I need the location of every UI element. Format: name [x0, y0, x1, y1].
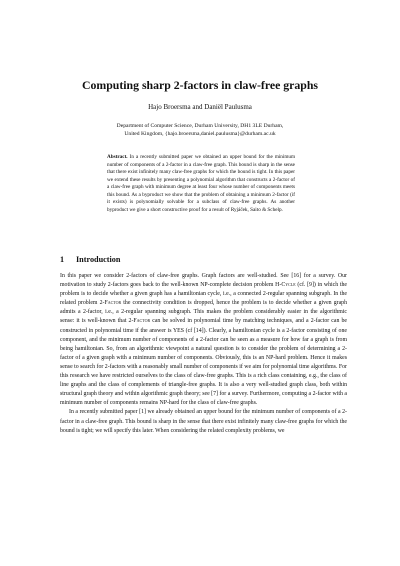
para1-part-c: the connectivity condition is dropped, hence the problem is to decide whether a given graph admits a 2-factor, i.e., a 2-regular spanning subgraph. This makes the problem considerably easier in the algorithmic sense: it is well-known that	[60, 300, 348, 325]
paragraph-2: In a recently submitted paper [1] we already obtained an upper bound for the minimum number of components of a 2-factor in a claw-free graph. This bound is sharp in the sense that there exist infinitely many claw-free graphs for which the bound is tight; we will specify this later. When considering the related complexity problems, we	[60, 409, 347, 434]
para1-part-a: In this paper we consider 2-factors of claw-free graphs. Graph factors are well-studied. See [16] for a survey. Our motivation to study 2-factors goes back to the well-known NP-complete decision problem	[60, 273, 347, 289]
section-number: 1	[60, 255, 65, 264]
section-heading	[60, 255, 120, 264]
problem-name-2factor: 2-Factor	[128, 318, 151, 325]
paper-authors: Hajo Broersma and Daniël Paulusma	[148, 103, 252, 111]
para1-part-b: (cf. [9]) in which the problem is to decide whether a given graph has a hamiltonian cycle, i.e., a connected 2-regular spanning subgraph. In the related problem	[60, 282, 348, 307]
problem-name-hamcycle: H-Cycle	[275, 282, 296, 289]
paper-title: Computing sharp 2-factors in claw-free graphs	[81, 78, 319, 92]
affiliation-line-1: Department of Computer Science, Durham University, DH1 3LE Durham,	[116, 123, 284, 129]
para1-part-d: can be solved in polynomial time by matching techniques, and a 2-factor can be constructed in polynomial time if the answer is YES (cf [14]). Clearly, a hamiltonian cycle is a 2-factor consisting of one component, and the minimum number of components of a 2-factor can be seen as a measure for how far a graph is from being hamiltonian. So, from an algorithmic viewpoint a natural question is to consider the problem of determining a 2-factor of a given graph with a minimum number of components. Obviously, this is an NP-hard problem. Hence it makes sense to search for 2-factors with a reasonably small number of components if we aim for polynomial time algorithms. For this research we have restricted ourselves to the class of claw-free graphs. This is a rich class containing, e.g., the class of line graphs and the class of complements of triangle-free graphs. It is also a very well-studied graph class, both within structural graph theory and within algorithmic graph theory; see [7] for a survey. Furthermore, computing a 2-factor with a minimum number of components remains NP-hard for the class of claw-free graphs.	[60, 318, 347, 407]
section-body	[60, 272, 347, 436]
abstract-text: In a recently submitted paper we obtained an upper bound for the minimum number of components of a 2-factor in a claw-free graph. This bound is sharp in the sense that there exist infinitely many claw-free graphs for which the bound is tight. In this paper we extend these results by presenting a polynomial algorithm that constructs a 2-factor of a claw-free graph with minimum degree at least four whose number of components meets this bound. As a byproduct we show that the problem of obtaining a minimum 2-factor (if it exists) is polynomially solvable for a subclass of claw-free graphs. As another byproduct we give a short constructive proof for a result of Ryjáček, Saito & Schelp.	[107, 154, 295, 213]
problem-name-2factor: 2-Factor	[99, 300, 122, 307]
abstract-label: Abstract.	[107, 154, 128, 160]
section-title: Introduction	[76, 255, 121, 264]
author-affiliation	[80, 122, 320, 138]
abstract	[107, 154, 295, 214]
paragraph-1	[60, 272, 347, 408]
affiliation-line-2: United Kingdom, {hajo.broersma,daniel.paulusma}@durham.ac.uk	[124, 131, 276, 138]
